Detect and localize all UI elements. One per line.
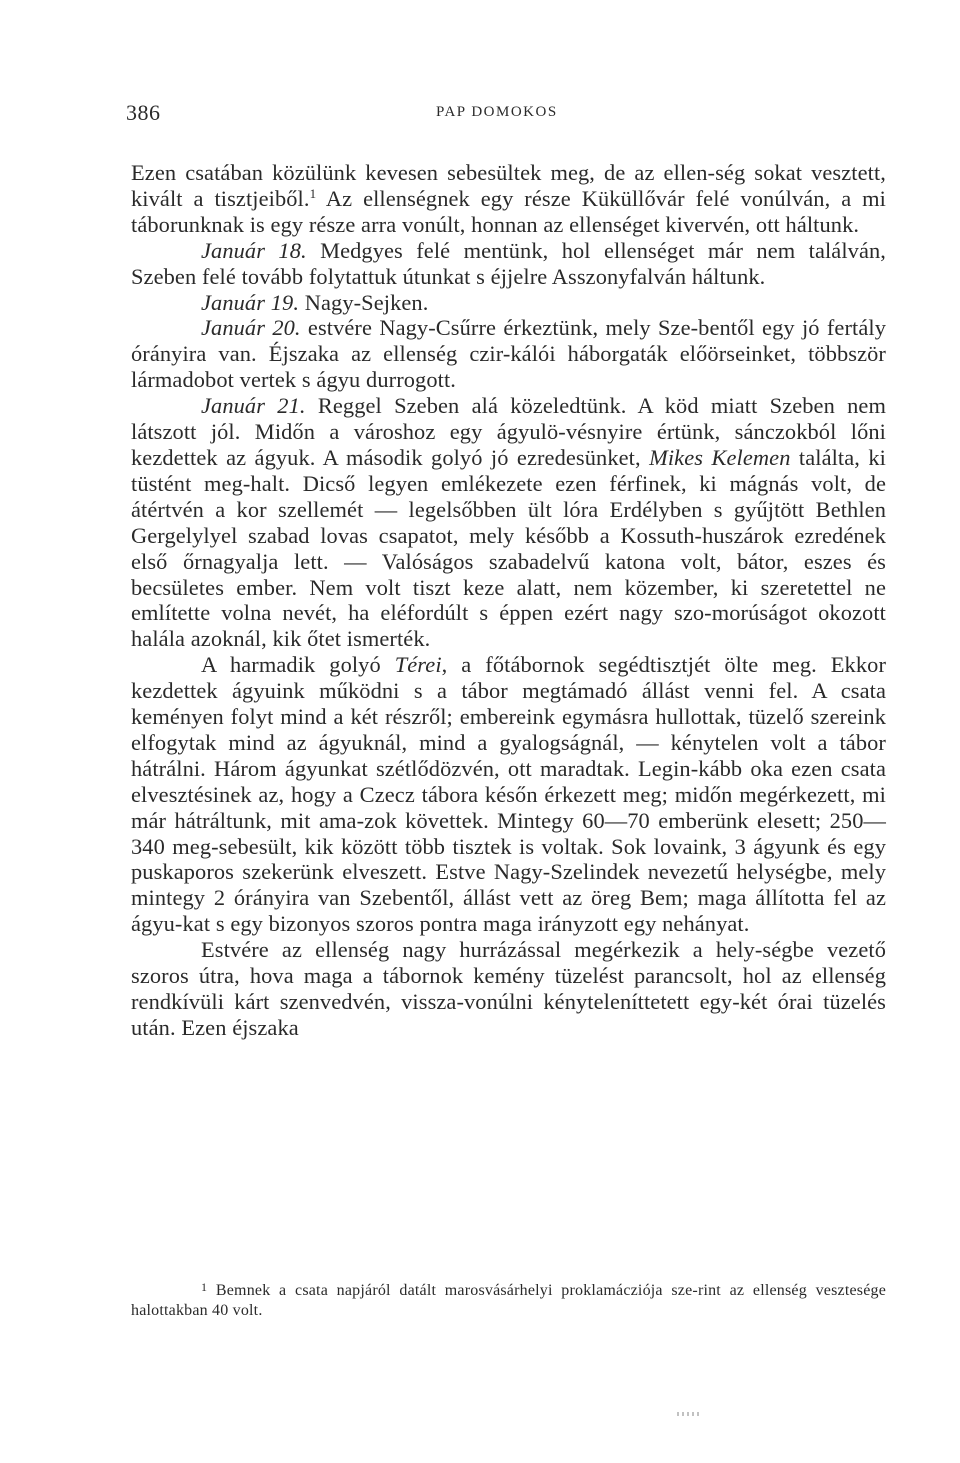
person-name: Térei xyxy=(394,652,442,678)
entry-text: estvére Nagy-Csűrre érkeztünk, mely Sze-bentől egy jó fertály órányira van. Éjszaka az ellenség czir-kálói háborgaták előörseinket, többször lármadobot vertek s ágyu durrogott. xyxy=(131,315,886,393)
diary-entry-jan-18 xyxy=(131,238,886,290)
diary-entry-jan-20 xyxy=(131,315,886,393)
diary-entry-jan-19 xyxy=(131,290,886,316)
entry-text: Nagy-Sejken. xyxy=(299,289,429,315)
text-span: Ezen csatában közülünk kevesen sebesültek meg, de az ellen-ség sokat vesztett, kivált a tisztjeiből. xyxy=(131,160,886,211)
paragraph-evening xyxy=(131,937,886,1041)
entry-text: találta, ki tüstént meg-halt. Dicső legyen emlékezete ezen férfinek, ki mágnás volt, de átértvén a kor szellemét — legelsőbben ült lóra Erdélyben s gyűjtött Bethlen Gergelylyel szabad lovas csapatot, mely később a Kossuth-huszárok ezredének első őrnagyalja lett. — Valóságos szabadelvű katona volt, bátor, eszes és becsületes ember. Nem volt tiszt keze alatt, nem közember, ki szeretettel ne említette volna nevét, ha eléfordúlt s éppen ezért nagy szo-morúságot okozott halála azoknál, kik őtet ismerték. xyxy=(131,444,887,652)
person-name: Mikes Kelemen xyxy=(649,444,791,470)
footnote-ref: 1 xyxy=(309,185,317,201)
entry-date: Január 19. xyxy=(201,289,300,315)
diary-entry-jan-21 xyxy=(131,393,886,652)
entry-date: Január 18. xyxy=(201,237,307,263)
running-title: PAP DOMOKOS xyxy=(436,104,558,120)
paragraph-third-shot xyxy=(131,652,886,937)
footnote-text: Bemnek a csata napjáról datált marosvásárhelyi proklamácziója sze-rint az ellenség vesztesége halottakban 40 volt. xyxy=(131,1282,886,1319)
body-text xyxy=(131,160,886,1041)
text-span: A harmadik golyó xyxy=(201,652,395,678)
footnote-marker: 1 xyxy=(201,1280,208,1294)
paragraph-opening xyxy=(131,160,886,238)
entry-date: Január 20. xyxy=(201,315,301,341)
entry-text: Reggel Szeben alá közeledtünk. A köd miatt Szeben nem látszott jól. Midőn a városhoz egy ágyulö-vésnyire értünk, sánczokból lőni kezdettek az ágyuk. A második golyó jó ezredesünket, xyxy=(131,393,886,470)
entry-date: Január 21. xyxy=(201,393,306,419)
running-head xyxy=(126,100,886,132)
page-number: 386 xyxy=(126,100,161,125)
print-speck xyxy=(677,1412,699,1416)
text-span: Estvére az ellenség nagy hurrázással megérkezik a hely-ségbe vezető szoros útra, hova maga a tábornok kemény tüzelést parancsolt, hol az ellenség rendkívüli kárt szenvedvén, vissza-vonúlni kényteleníttetett egy-két órai tüzelés után. Ezen éjszaka xyxy=(131,937,886,1040)
entry-text: Medgyes felé mentünk, hol ellenséget már nem találván, Szeben felé tovább folytattuk útunkat s éjjelre Asszonyfalván háltunk. xyxy=(131,237,886,289)
text-span: Az ellenségnek egy része Küküllővár felé vonúlván, a mi táborunknak is egy része arra vonúlt, honnan az ellenséget kivervén, ott háltunk. xyxy=(131,185,886,237)
text-span: , a főtábornok segédtisztjét ölte meg. Ekkor kezdettek ágyuink működni s a tábor megtámadó állást venni fel. A csata keményen folyt mind a két részről; embereink egymásra hullottak, tüzelő szereink elfogytak mind az ágyuknál, mind a gyalogságnál, — kénytelen volt a tábor hátrálni. Három ágyunkat szétlődözvén, ott maradtak. Legin-kább oka ezen csata elvesztésinek az, hogy a Czecz tábora későn érkezett meg; midőn megérkezett, mi már hátráltunk, mit ama-zok követtek. Mintegy 60—70 emberünk elesett; 250—340 meg-sebesült, kik között több tisztek is voltak. Sok lovaink, 3 ágyunk és egy puskaporos szekerünk elveszett. Estve Nagy-Szelindek nevezetű helységbe, mely mintegy 2 órányira van Szebentől, állást vett az öreg Bem; maga állította fel az ágyu-kat s egy bizonyos szoros pontra maga irányzott egy nehányat. xyxy=(131,652,886,937)
footnote xyxy=(131,1281,886,1321)
